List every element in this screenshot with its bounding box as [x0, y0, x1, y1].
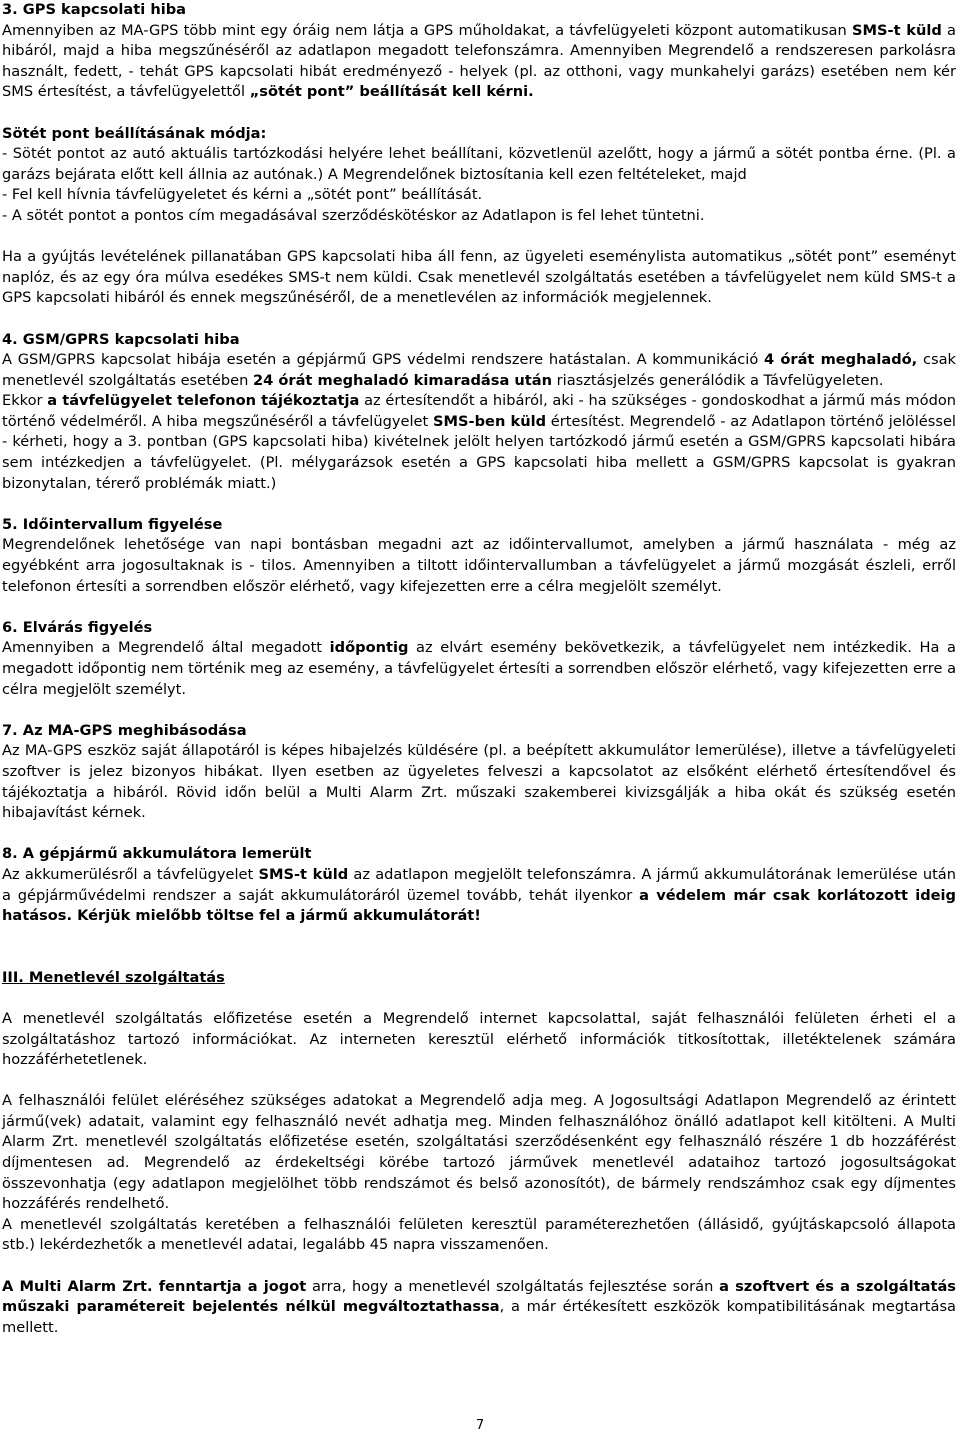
section-7-heading: 7. Az MA-GPS meghibásodása: [2, 721, 247, 739]
dark-point-step-2: - Fel kell hívnia távfelügyeletet és kérni a „sötét pont” beállítását.: [2, 186, 483, 204]
bold-text-run: 4 órát meghaladó,: [764, 351, 918, 369]
text-run: az értesítendőt a hibáról, aki - ha szükséges - gondoskodhat a jármű más módon történő védelméről. A hiba megszűnéséről a távfelügyelet: [2, 392, 957, 430]
bold-text-run: időpontig: [329, 639, 409, 657]
section-III-paragraph-4: [2, 1277, 956, 1339]
section-7-paragraph-1: Az MA-GPS eszköz saját állapotáról is képes hibajelzés küldésére (pl. a beépített akkumulátor lemerülése), illetve a távfelügyeleti szoftver is jelez bizonyos hibákat. Ilyen esetben az ügyeletes felveszi a kapcsolatot az elsőként elérhető értesítendővel és tájékoztatja a hibáról. Rövid időn belül a Multi Alarm Zrt. műszaki szakemberei kivizsgálják a hiba okát és szükség esetén hibajavítást kérnek.: [2, 742, 956, 822]
bold-text-run: SMS-t küld: [258, 865, 349, 883]
bold-text-run: 24 órát meghaladó kimaradása után: [252, 371, 552, 389]
section-5-heading: 5. Időintervallum figyelése: [2, 515, 223, 533]
section-4-paragraph-1: [2, 350, 956, 391]
section-5-paragraph-1: Megrendelőnek lehetősége van napi bontásban megadni azt az időintervallumot, amelyben a jármű használata - még az egyébként arra jogosultaknak is - tilos. Amennyiben a tiltott időintervallumban a távfelügyelet a jármű mozgását észleli, erről telefonon értesíti a sorrendben először elérhető, vagy kifejezetten erre a célra megjelölt személyt.: [2, 536, 956, 595]
section-6-paragraph-1: [2, 638, 956, 700]
dark-point-title: Sötét pont beállításának módja:: [2, 124, 267, 142]
dark-point-step-3: - A sötét pontot a pontos cím megadásával szerződéskötéskor az Adatlapon is fel lehet tüntetni.: [2, 206, 705, 224]
text-run: , a már értékesített eszközök kompatibilitásának megtartása mellett.: [2, 1298, 956, 1336]
text-run: riasztásjelzés generálódik a Távfelügyeleten.: [552, 371, 884, 389]
section-3-paragraph-1: [2, 21, 956, 103]
section-III-paragraph-3: A menetlevél szolgáltatás keretében a felhasználói felületen keresztül paraméterezhetően (állásidő, gyújtáskapcsoló állapota stb.) lekérdezhetők a menetlevél adatai, legalább 45 napra visszamenően.: [2, 1215, 956, 1254]
bold-text-run: SMS-ben küld: [433, 412, 547, 430]
text-run: Ekkor: [2, 392, 48, 410]
document-page: [2, 0, 956, 1338]
text-run: A GSM/GPRS kapcsolat hibája esetén a gépjármű GPS védelmi rendszere hatástalan. A kommunikáció: [2, 351, 765, 369]
dark-point-step-1: - Sötét pontot az autó aktuális tartózkodási helyére lehet beállítani, közvetlenül azelőtt, hogy a jármű a sötét pontba érne. (Pl. a garázs bejárata előtt kell állnia az autónak.) A Megrendelőnek biztosítania kell ezen feltételeket, majd: [2, 145, 956, 183]
section-6-heading: 6. Elvárás figyelés: [2, 618, 153, 636]
text-run: értesítést. Megrendelő - az Adatlapon történő jelöléssel - kérheti, hogy a 3. pontban (GPS kapcsolati hiba) kivételnek jelölt helyen tartózkodó jármű esetén a GSM/GPRS kapcsolati hibára sem intézkedjen a távfelügyelet. (Pl. mélygarázsok esetén a GPS kapcsolati hiba mellett a GSM/GPRS kapcsolat is gyakran bizonytalan, térerő problémák miatt.): [2, 412, 956, 492]
bold-text-run: A Multi Alarm Zrt. fenntartja a jogot: [2, 1277, 307, 1295]
text-run: arra, hogy a menetlevél szolgáltatás fejlesztése során: [306, 1277, 720, 1295]
bold-text-run: SMS-t küld: [851, 21, 942, 39]
section-3-paragraph-2: Ha a gyújtás levételének pillanatában GPS kapcsolati hiba áll fenn, az ügyeleti eseménylista automatikus „sötét pont” eseményt naplóz, és az egy óra múlva esedékes SMS-t nem küldi. Csak menetlevél szolgáltatás esetében a távfelügyelet nem küld SMS-t a GPS kapcsolati hibáról és ennek megszűnéséről, de a menetlevélen az információk megjelennek.: [2, 248, 956, 307]
page-number: 7: [475, 1418, 485, 1433]
section-3-heading: 3. GPS kapcsolati hiba: [2, 1, 187, 18]
section-8-paragraph-1: [2, 865, 956, 927]
text-run: a hibáról, majd a hiba megszűnéséről az adatlapon megadott telefonszámra. Amennyiben Megrendelő a rendszeresen parkolásra használt, fedett, - tehát GPS kapcsolati hibát eredményező - helyek (pl. az otthoni, vagy munkahelyi garázs) esetében nem kér SMS értesítést, a távfelügyelettől: [2, 21, 956, 101]
bold-text-run: a szoftvert és a szolgáltatás műszaki paramétereit bejelentés nélkül megváltoztathassa: [2, 1277, 956, 1316]
bold-text-run: a védelem már csak korlátozott ideig hatásos. Kérjük mielőbb töltse fel a jármű akkumulátorát!: [2, 886, 956, 925]
text-run: csak menetlevél szolgáltatás esetében: [2, 351, 956, 389]
section-III-heading: III. Menetlevél szolgáltatás: [2, 968, 225, 986]
text-run: Amennyiben a Megrendelő által megadott: [2, 639, 330, 657]
bold-text-run: a távfelügyelet telefonon tájékoztatja: [47, 392, 360, 410]
section-4-heading: 4. GSM/GPRS kapcsolati hiba: [2, 330, 240, 348]
text-run: Az akkumerülésről a távfelügyelet: [2, 865, 259, 883]
text-run: az adatlapon megjelölt telefonszámra. A jármű akkumulátorának lemerülése után a gépjárművédelmi rendszer a saját akkumulátoráról üzemel tovább, tehát ilyenkor: [2, 865, 957, 904]
bold-text-run: „sötét pont” beállítását kell kérni.: [249, 83, 534, 101]
section-III-paragraph-1: A menetlevél szolgáltatás előfizetése esetén a Megrendelő internet kapcsolattal, saját felhasználói felületen érheti el a szolgáltatáshoz tartozó információkat. Az interneten keresztül elérhető információk titkosítottak, illetéktelenek számára hozzáférhetetlenek.: [2, 1009, 956, 1069]
text-run: Amennyiben az MA-GPS több mint egy óráig nem látja a GPS műholdakat, a távfelügyeleti központ automatikusan: [2, 21, 852, 39]
section-8-heading: 8. A gépjármű akkumulátora lemerült: [2, 845, 312, 863]
text-run: az elvárt esemény bekövetkezik, a távfelügyelet nem intézkedik. Ha a megadott időpontig nem történik meg az esemény, a távfelügyelet értesíti a sorrendben először elérhető, vagy kifejezetten erre a célra megjelölt személyt.: [2, 639, 957, 698]
section-III-paragraph-2: A felhasználói felület eléréséhez szükséges adatokat a Megrendelő adja meg. A Jogosultsági Adatlapon Megrendelő az érintett jármű(vek) adatait, valamint egy felhasználó nevét adhatja meg. Minden felhasználóhoz önálló adatlapot kell kitölteni. A Multi Alarm Zrt. menetlevél szolgáltatás előfizetése esetén, szolgáltatási szerződésenként egy felhasználó részére 1 db hozzáférést díjmentesen ad. Megrendelő az érdekeltségi körébe tartozó járművek menetlevél adataihoz tartozó jogosultságokat összevonhatja (egy adatlapon megjelölhet több rendszámot és belső azonosítót), de bármely rendszámhoz csak egy díjmentes hozzáférés rendelhető.: [2, 1092, 956, 1213]
section-4-paragraph-2: [2, 391, 956, 494]
